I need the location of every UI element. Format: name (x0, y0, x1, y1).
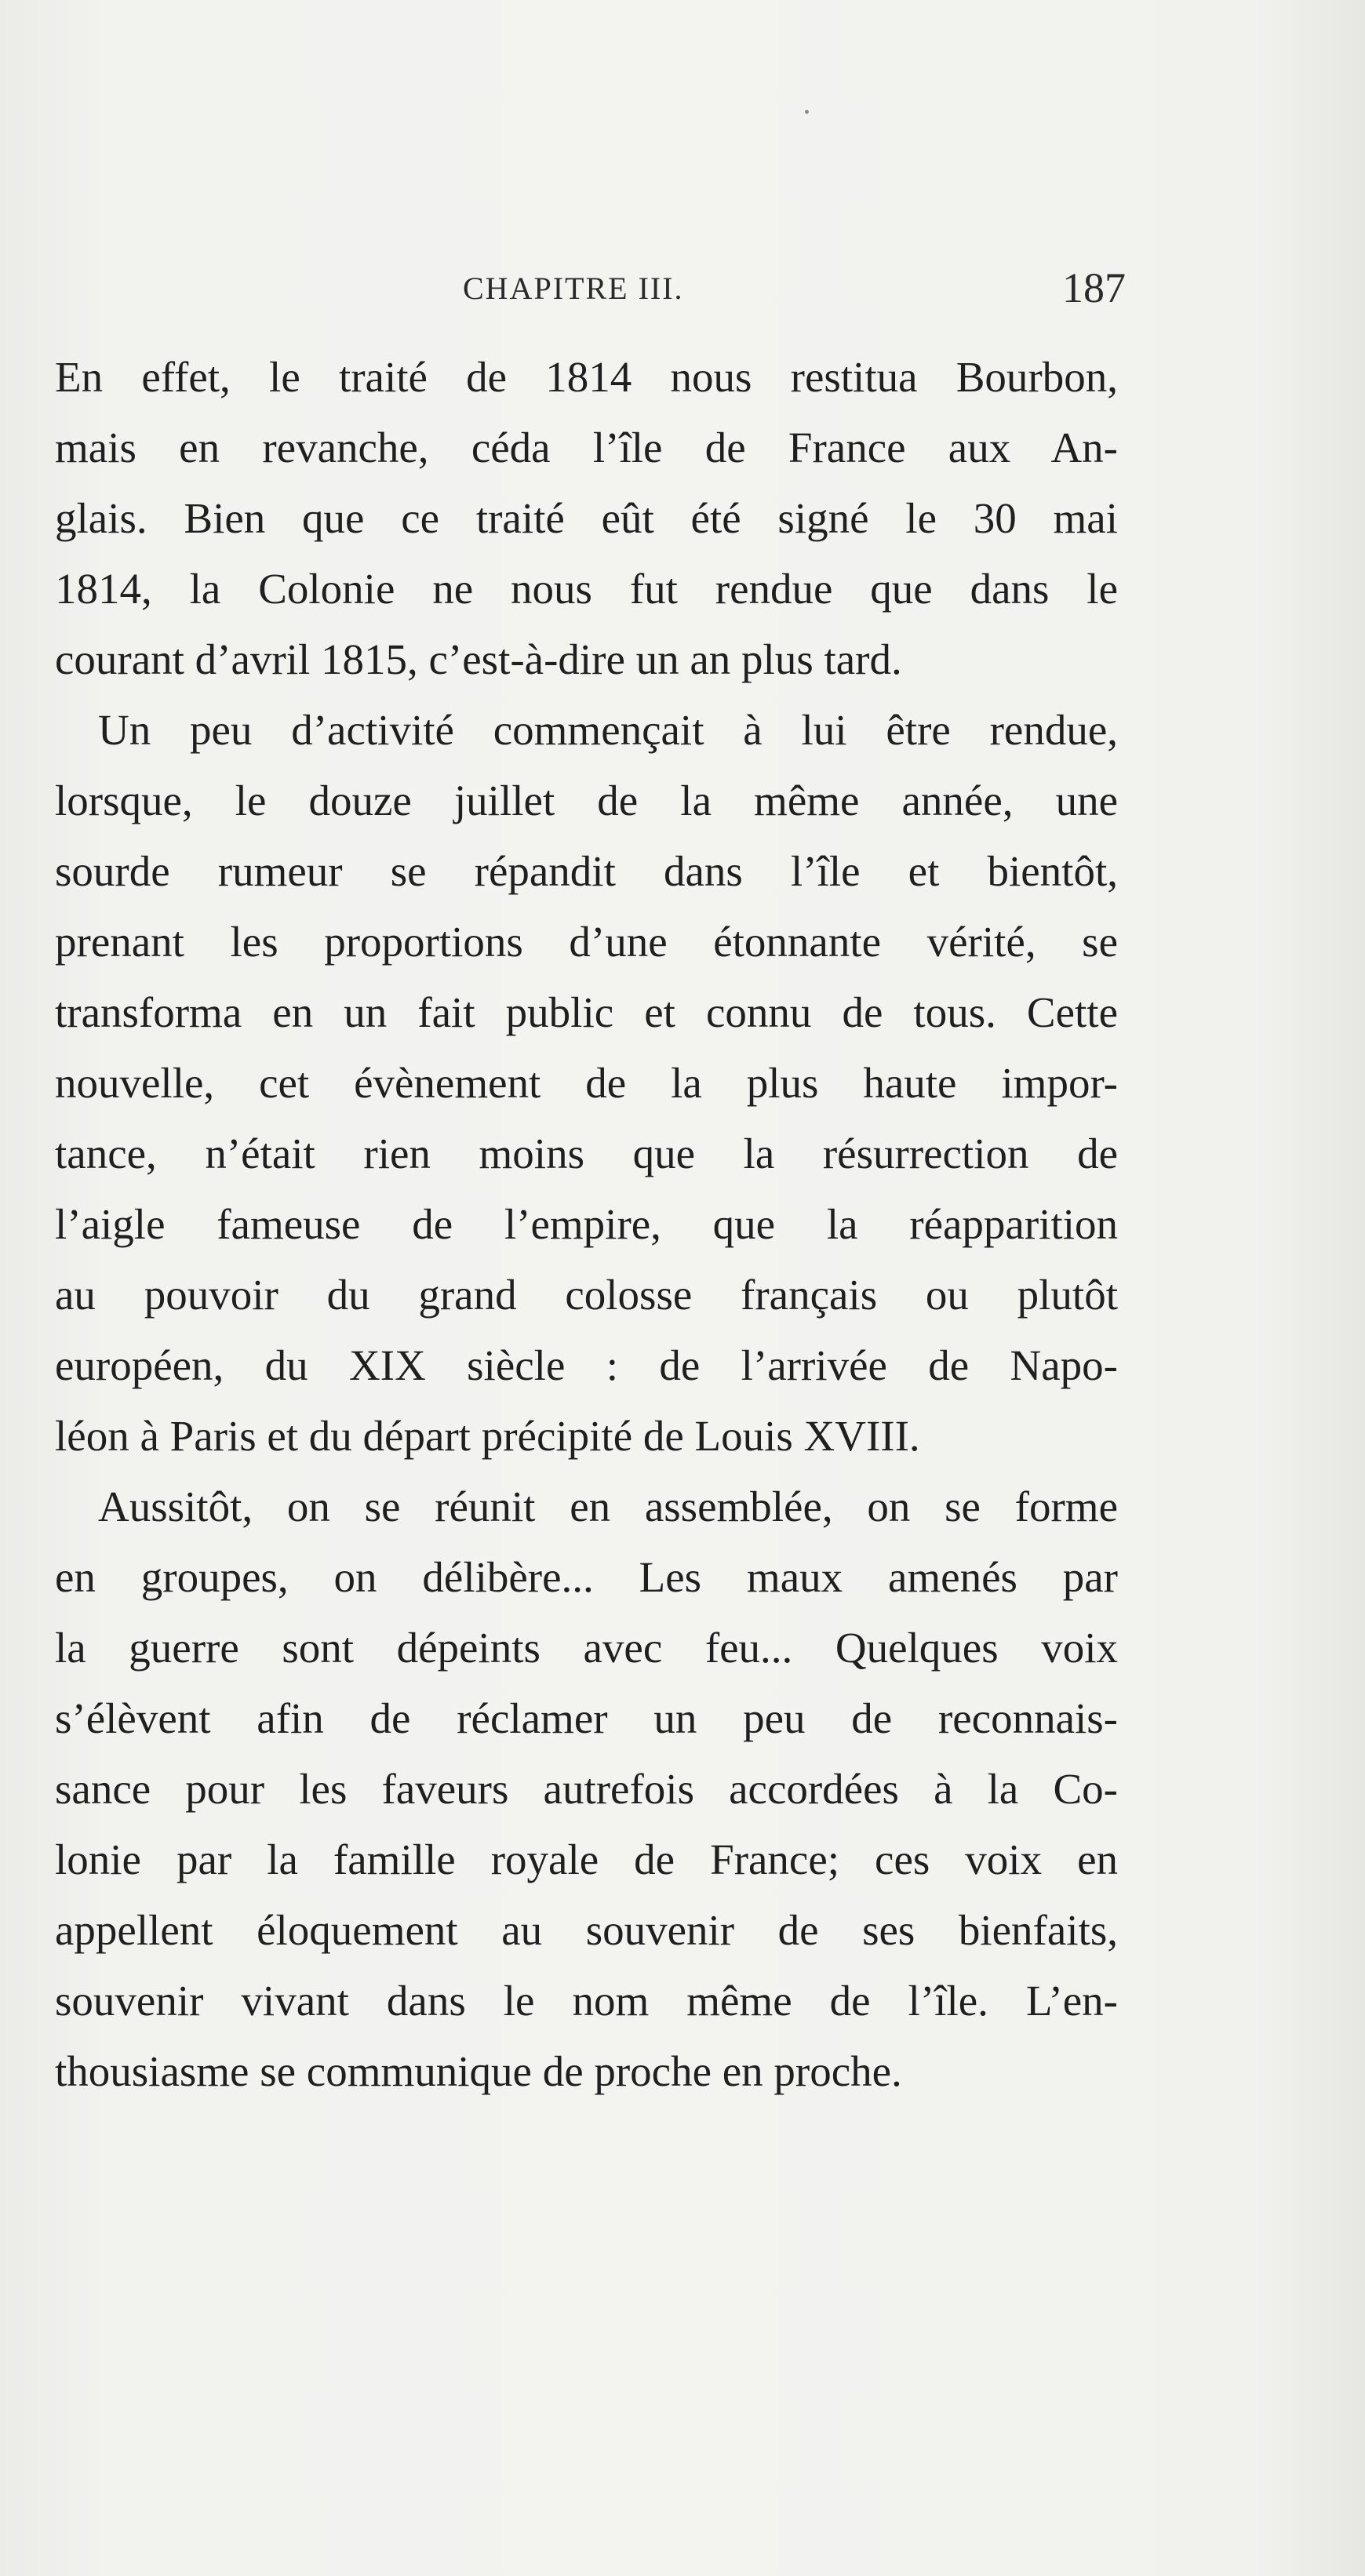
text-line: au pouvoir du grand colosse français ou plutôt (55, 1271, 1118, 1319)
text-line: prenant les proportions d’une étonnante vérité, se (55, 918, 1118, 966)
text-line: Un peu d’activité commençait à lui être rendue, (98, 706, 1118, 754)
text-line: léon à Paris et du départ précipité de Louis XVIII. (55, 1412, 920, 1460)
text-line: sance pour les faveurs autrefois accordées à la Co- (55, 1765, 1118, 1813)
text-line: l’aigle fameuse de l’empire, que la réapparition (55, 1200, 1118, 1248)
text-line: mais en revanche, céda l’île de France aux An- (55, 424, 1118, 471)
text-line: nouvelle, cet évènement de la plus haute impor- (55, 1059, 1118, 1107)
text-line: lonie par la famille royale de France; ces voix en (55, 1836, 1118, 1883)
page-number: 187 (1062, 264, 1126, 311)
text-line: courant d’avril 1815, c’est-à-dire un an plus tard. (55, 635, 902, 683)
text-line: transforma en un fait public et connu de tous. Cette (55, 988, 1118, 1036)
text-line: thousiasme se communique de proche en proche. (55, 2047, 902, 2095)
text-line: européen, du XIX siècle : de l’arrivée de Napo- (55, 1341, 1118, 1389)
chapter-title: CHAPITRE III. (463, 271, 684, 306)
running-head (55, 264, 1126, 314)
text-line: s’élèvent afin de réclamer un peu de reconnais- (55, 1694, 1118, 1742)
text-line: en groupes, on délibère... Les maux amenés par (55, 1553, 1118, 1601)
text-line: glais. Bien que ce traité eût été signé le 30 mai (55, 494, 1118, 542)
text-line: sourde rumeur se répandit dans l’île et bientôt, (55, 847, 1118, 895)
text-line: 1814, la Colonie ne nous fut rendue que dans le (55, 565, 1118, 613)
paper-speck (805, 110, 809, 114)
text-line: appellent éloquement au souvenir de ses bienfaits, (55, 1906, 1118, 1954)
text-line: En effet, le traité de 1814 nous restitua Bourbon, (55, 353, 1118, 401)
text-line: souvenir vivant dans le nom même de l’île. L’en- (55, 1977, 1118, 2025)
body-text (55, 342, 1118, 2107)
text-line: lorsque, le douze juillet de la même année, une (55, 777, 1118, 824)
text-line: tance, n’était rien moins que la résurrection de (55, 1130, 1118, 1177)
text-line: la guerre sont dépeints avec feu... Quelques voix (55, 1624, 1118, 1672)
text-line: Aussitôt, on se réunit en assemblée, on se forme (98, 1483, 1118, 1530)
